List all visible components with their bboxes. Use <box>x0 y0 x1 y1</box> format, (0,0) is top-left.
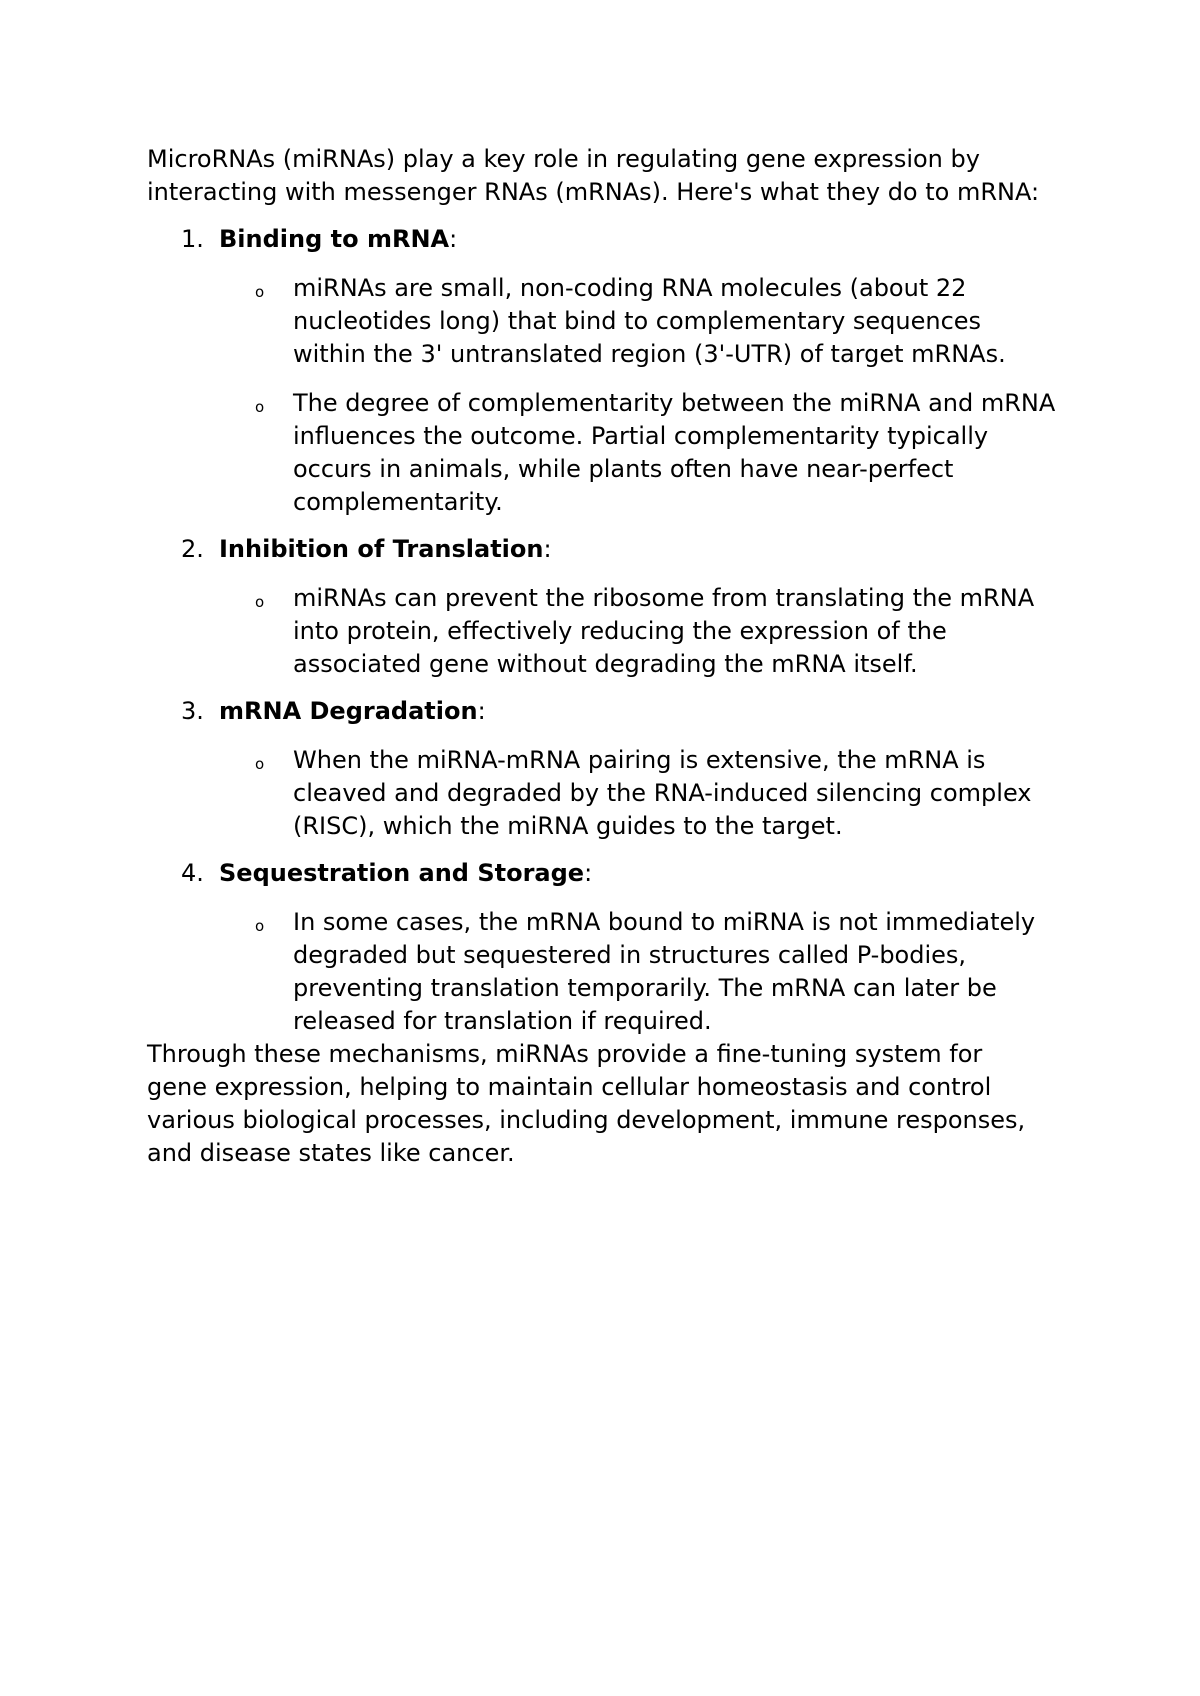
list-item <box>147 533 1067 681</box>
circle-bullet-icon: o <box>255 593 265 611</box>
section-heading <box>147 533 1067 566</box>
closing-line-3: various biological processes, including development, immune responses, <box>147 1106 1026 1134</box>
section-heading <box>147 857 1067 890</box>
list-item <box>147 857 1067 1038</box>
circle-bullet-icon: o <box>255 755 265 773</box>
section-title: Binding to mRNA <box>219 225 450 253</box>
list-item <box>147 695 1067 843</box>
sub-point-list <box>147 582 1067 681</box>
sub-point-text: miRNAs are small, non-coding RNA molecules (about 22 nucleotides long) that bind to complementary sequences within the 3' untranslated region (3'-UTR) of target mRNAs. <box>293 274 1006 368</box>
section-suffix: : <box>477 697 486 725</box>
sub-point <box>147 387 1057 519</box>
mechanism-list <box>147 223 1067 1038</box>
sub-point-text: When the miRNA-mRNA pairing is extensive, the mRNA is cleaved and degraded by the RNA-induced silencing complex (RISC), which the miRNA guides to the target. <box>293 746 1032 840</box>
sub-point-list <box>147 906 1067 1038</box>
section-suffix: : <box>449 225 458 253</box>
list-number: 4. <box>181 859 204 887</box>
closing-line-4: and disease states like cancer. <box>147 1139 515 1167</box>
section-title: Sequestration and Storage <box>219 859 585 887</box>
sub-point <box>147 744 1057 843</box>
sub-point-text: In some cases, the mRNA bound to miRNA is not immediately degraded but sequestered in structures called P-bodies, preventing translation temporarily. The mRNA can later be released for translation if required. <box>293 908 1036 1035</box>
closing-line-1: Through these mechanisms, miRNAs provide a fine-tuning system for <box>147 1040 983 1068</box>
section-title: Inhibition of Translation <box>219 535 544 563</box>
circle-bullet-icon: o <box>255 398 265 416</box>
list-number: 1. <box>181 225 204 253</box>
intro-paragraph <box>147 143 1067 209</box>
sub-point <box>147 906 1057 1038</box>
sub-point <box>147 272 1057 371</box>
sub-point-list <box>147 744 1067 843</box>
section-heading <box>147 223 1067 256</box>
section-suffix: : <box>543 535 552 563</box>
intro-line-2: interacting with messenger RNAs (mRNAs). Here's what they do to mRNA: <box>147 178 1040 206</box>
intro-line-1: MicroRNAs (miRNAs) play a key role in regulating gene expression by <box>147 145 980 173</box>
sub-point-text: miRNAs can prevent the ribosome from translating the mRNA into protein, effectively reducing the expression of the associated gene without degrading the mRNA itself. <box>293 584 1035 678</box>
section-suffix: : <box>584 859 593 887</box>
closing-line-2: gene expression, helping to maintain cellular homeostasis and control <box>147 1073 992 1101</box>
section-title: mRNA Degradation <box>219 697 478 725</box>
circle-bullet-icon: o <box>255 283 265 301</box>
sub-point-list <box>147 272 1067 519</box>
list-item <box>147 223 1067 519</box>
document-body <box>147 143 1067 1170</box>
sub-point <box>147 582 1057 681</box>
circle-bullet-icon: o <box>255 917 265 935</box>
closing-paragraph <box>147 1038 1067 1170</box>
sub-point-text: The degree of complementarity between the miRNA and mRNA influences the outcome. Partial complementarity typically occurs in animals, while plants often have near-perfect complementarity. <box>293 389 1056 516</box>
list-number: 2. <box>181 535 204 563</box>
section-heading <box>147 695 1067 728</box>
list-number: 3. <box>181 697 204 725</box>
